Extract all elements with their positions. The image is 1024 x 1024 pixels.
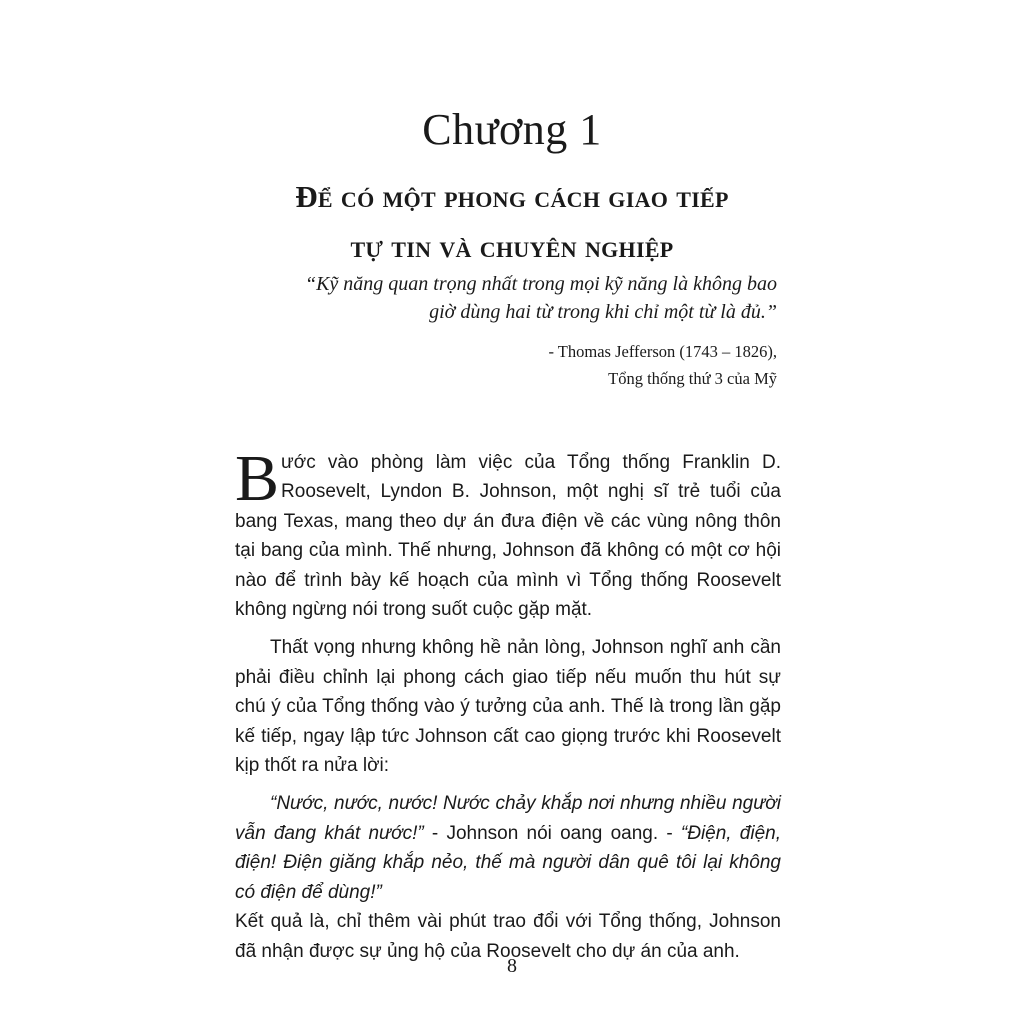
chapter-title-line-2: tự tin và chuyên nghiệp: [350, 229, 674, 264]
drop-cap: B: [235, 442, 280, 515]
chapter-label: Chương 1: [422, 105, 602, 154]
quote-water: “Nước, nước, nước! Nước chảy khắp nơi nhưng nhiều người vẫn đang khát nước!”: [235, 793, 781, 844]
quote-electricity: “Điện, điện, điện! Điện giăng khắp nẻo, thế mà người dân quê tôi lại không có điện để dùng!”: [235, 822, 781, 903]
page-number: 8: [507, 955, 517, 977]
epigraph-quote: [232, 270, 777, 326]
chapter-title-line-1: Để có một phong cách giao tiếp: [295, 179, 729, 214]
quote-speaker: - Johnson nói oang oang. -: [423, 822, 681, 844]
epigraph-line-2: giờ dùng hai từ trong khi chỉ một từ là đủ.”: [429, 301, 777, 323]
attribution-line-1: - Thomas Jefferson (1743 – 1826),: [548, 342, 777, 361]
body-text: [235, 442, 781, 975]
epigraph-attribution: [400, 338, 777, 392]
chapter-title: [150, 172, 874, 272]
paragraph-1-text: ước vào phòng làm việc của Tổng thống Franklin D. Roosevelt, Lyndon B. Johnson, một nghị sĩ trẻ tuổi của bang Texas, mang theo dự án đưa điện về các vùng nông thôn tại bang của mình. Thế nhưng, Johnson đã không có một cơ hội nào để trình bày kế hoạch của mình vì Tổng thống Roosevelt không ngừng nói trong suốt cuộc gặp mặt.: [235, 452, 781, 621]
paragraph-2: Thất vọng nhưng không hề nản lòng, Johnson nghĩ anh cần phải điều chỉnh lại phong cách giao tiếp nếu muốn thu hút sự chú ý của Tổng thống vào ý tưởng của anh. Thế là trong lần gặp kế tiếp, ngay lập tức Johnson cất cao giọng trước khi Roosevelt kịp thốt ra nửa lời:: [235, 637, 781, 777]
paragraph-4: Kết quả là, chỉ thêm vài phút trao đổi với Tổng thống, Johnson đã nhận được sự ủng hộ của Roosevelt cho dự án của anh.: [235, 911, 781, 962]
epigraph-line-1: “Kỹ năng quan trọng nhất trong mọi kỹ năng là không bao: [304, 273, 777, 295]
paragraph-1: [235, 442, 781, 624]
attribution-line-2: Tổng thống thứ 3 của Mỹ: [608, 369, 777, 388]
paragraph-quote: [235, 789, 781, 907]
